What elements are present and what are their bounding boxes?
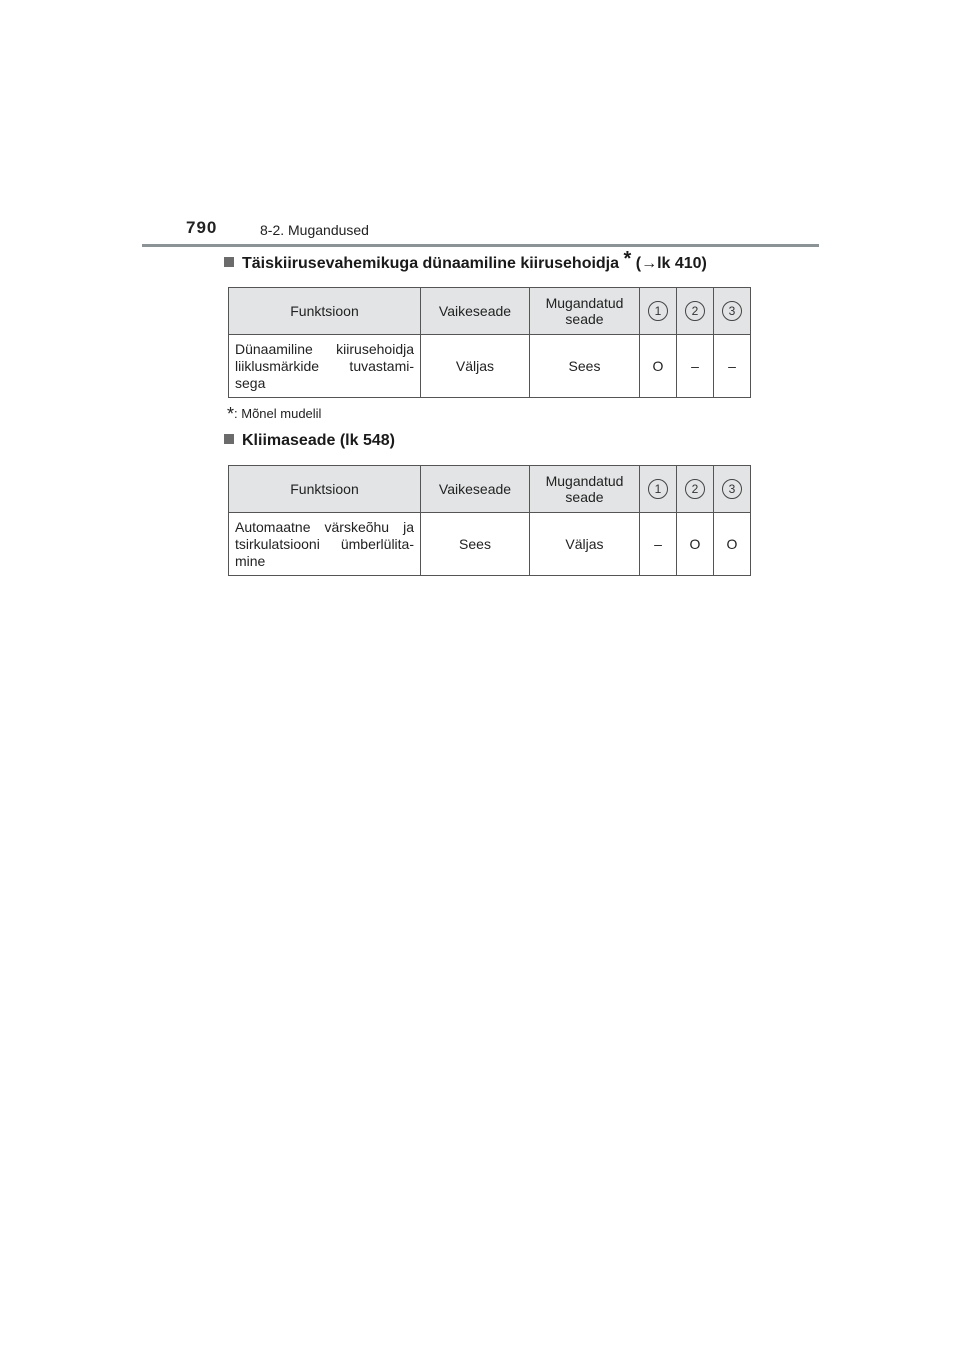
- column-header-default: Vaikeseade: [421, 466, 530, 513]
- section-title: Kliimaseade (lk 548): [242, 432, 395, 449]
- table-header-row: [229, 288, 751, 335]
- cell-option-1: O: [640, 335, 677, 398]
- footnote-text: : Mõnel mudelil: [234, 406, 322, 421]
- table-row: [229, 335, 751, 398]
- column-header-1: [640, 466, 677, 513]
- cell-option-3: –: [714, 335, 751, 398]
- circled-number-1-icon: 1: [648, 301, 668, 321]
- column-header-1: [640, 288, 677, 335]
- cell-default: Sees: [421, 513, 530, 576]
- cell-custom: Väljas: [530, 513, 640, 576]
- column-header-function: Funktsioon: [229, 288, 421, 335]
- column-header-2: [677, 288, 714, 335]
- cell-option-2: O: [677, 513, 714, 576]
- right-arrow-icon: →: [641, 255, 658, 272]
- page-reference: lk 410): [657, 255, 707, 272]
- settings-table-cruise-control: [228, 287, 751, 398]
- cell-default: Väljas: [421, 335, 530, 398]
- page-number: 790: [186, 218, 218, 237]
- cell-option-2: –: [677, 335, 714, 398]
- column-header-3: [714, 466, 751, 513]
- section-title: Täiskiirusevahemikuga dünaamiline kiirusehoidja: [242, 255, 620, 272]
- circled-number-2-icon: 2: [685, 301, 705, 321]
- column-header-custom: Mugandatud seade: [530, 288, 640, 335]
- section-heading-cruise-control: [224, 248, 707, 273]
- circled-number-3-icon: 3: [722, 479, 742, 499]
- column-header-default: Vaikeseade: [421, 288, 530, 335]
- table-header-row: [229, 466, 751, 513]
- square-bullet-icon: [224, 434, 234, 444]
- column-header-3: [714, 288, 751, 335]
- circled-number-3-icon: 3: [722, 301, 742, 321]
- header-divider: [142, 244, 819, 247]
- section-heading-climate-control: [224, 432, 395, 450]
- cell-function: Dünaamiline kiirusehoidja liiklusmärkide tuvastami- sega: [229, 335, 421, 398]
- footnote-marker: *: [623, 248, 632, 270]
- settings-table-climate-control: [228, 465, 751, 576]
- cell-function: Automaatne värskeõhu ja tsirkulatsiooni ümberlülita- mine: [229, 513, 421, 576]
- circled-number-2-icon: 2: [685, 479, 705, 499]
- column-header-function: Funktsioon: [229, 466, 421, 513]
- section-label: 8-2. Mugandused: [260, 222, 369, 238]
- column-header-custom: Mugandatud seade: [530, 466, 640, 513]
- cell-option-1: –: [640, 513, 677, 576]
- footnote-marker: *: [227, 404, 235, 424]
- reference-open: (: [635, 255, 642, 272]
- table-row: [229, 513, 751, 576]
- cell-custom: Sees: [530, 335, 640, 398]
- square-bullet-icon: [224, 257, 234, 267]
- column-header-2: [677, 466, 714, 513]
- footnote: [227, 404, 321, 425]
- cell-option-3: O: [714, 513, 751, 576]
- circled-number-1-icon: 1: [648, 479, 668, 499]
